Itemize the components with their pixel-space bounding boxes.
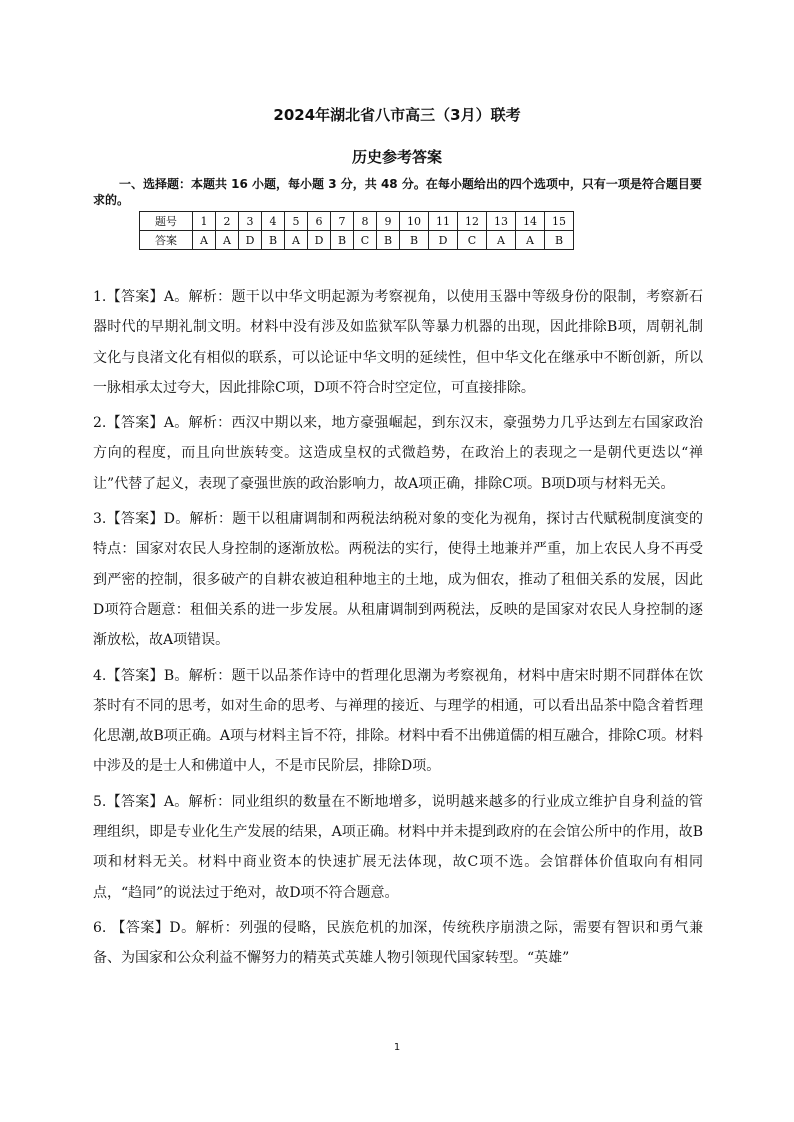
answer-cell: A xyxy=(193,231,216,250)
answer-table-number-row xyxy=(140,212,574,231)
answer-cell: B xyxy=(262,231,285,250)
question-number-cell: 9 xyxy=(377,212,400,231)
question-number-cell: 4 xyxy=(262,212,285,231)
answer-cell: B xyxy=(545,231,574,250)
question-number-cell: 8 xyxy=(354,212,377,231)
answer-cell: C xyxy=(458,231,487,250)
question-number-cell: 5 xyxy=(285,212,308,231)
question-number-cell: 3 xyxy=(239,212,262,231)
question-number-cell: 11 xyxy=(429,212,458,231)
explanation-paragraph: 2.【答案】A。解析：西汉中期以来，地方豪强崛起，到东汉末，豪强势力几乎达到左右国家政治方向的程度，而且向世族转变。这造成皇权的式微趋势，在政治上的表现之一是朝代更迭以“禅让”代替了起义，表现了豪强世族的政治影响力，故A项正确，排除C项。B项D项与材料无关。 xyxy=(93,415,703,492)
explanations-list xyxy=(93,282,703,979)
section-heading: 一、选择题：本题共 16 小题，每小题 3 分，共 48 分。在每小题给出的四个选项中，只有一项是符合题目要求的。 xyxy=(93,177,702,207)
row-label-answer: 答案 xyxy=(140,231,193,250)
answer-cell: A xyxy=(516,231,545,250)
answer-cell: B xyxy=(377,231,400,250)
explanation-paragraph: 3.【答案】D。解析：题干以租庸调制和两税法纳税对象的变化为视角，探讨古代赋税制度演变的特点：国家对农民人身控制的逐渐放松。两税法的实行，使得土地兼并严重，加上农民人身不再受到严密的控制，很多破产的自耕农被迫租种地主的土地，成为佃农，推动了租佃关系的发展，因此D项符合题意：租佃关系的进一步发展。从租庸调制到两税法，反映的是国家对农民人身控制的逐渐放松，故A项错误。 xyxy=(93,511,703,649)
row-label-number: 题号 xyxy=(140,212,193,231)
document-subtitle: 历史参考答案 xyxy=(351,148,442,166)
explanation-paragraph: 4.【答案】B。解析：题干以品茶作诗中的哲理化思潮为考察视角，材料中唐宋时期不同群体在饮茶时有不同的思考，如对生命的思考、与禅理的接近、与理学的相通，可以看出品茶中隐含着哲理化思潮,故B项正确。A项与材料主旨不符，排除。材料中看不出佛道儒的相互融合，排除C项。材料中涉及的是士人和佛道中人，不是市民阶层，排除D项。 xyxy=(93,667,703,775)
answer-cell: D xyxy=(239,231,262,250)
answer-cell: A xyxy=(487,231,516,250)
answer-cell: A xyxy=(285,231,308,250)
question-number-cell: 2 xyxy=(216,212,239,231)
question-number-cell: 15 xyxy=(545,212,574,231)
question-number-cell: 14 xyxy=(516,212,545,231)
question-number-cell: 7 xyxy=(331,212,354,231)
answer-table-answer-row xyxy=(140,231,574,250)
question-number-cell: 10 xyxy=(400,212,429,231)
answer-cell: B xyxy=(331,231,354,250)
document-title: 2024年湖北省八市高三（3月）联考 xyxy=(273,106,521,124)
explanation-paragraph: 1.【答案】A。解析：题干以中华文明起源为考察视角，以使用玉器中等级身份的限制，考察新石器时代的早期礼制文明。材料中没有涉及如监狱军队等暴力机器的出现，因此排除B项，周朝礼制文化与良渚文化有相似的联系，可以论证中华文明的延续性，但中华文化在继承中不断创新，所以一脉相承太过夸大，因此排除C项，D项不符合时空定位，可直接排除。 xyxy=(93,289,703,396)
page-number: 1 xyxy=(393,1042,401,1053)
question-number-cell: 1 xyxy=(193,212,216,231)
answer-cell: D xyxy=(429,231,458,250)
explanation-paragraph: 6. 【答案】D。解析：列强的侵略，民族危机的加深，传统秩序崩溃之际，需要有智识和勇气兼备、为国家和公众利益不懈努力的精英式英雄人物引领现代国家转型。“英雄” xyxy=(93,919,703,967)
answer-cell: A xyxy=(216,231,239,250)
explanation-paragraph: 5.【答案】A。解析：同业组织的数量在不断地增多，说明越来越多的行业成立维护自身利益的管理组织，即是专业化生产发展的结果，A项正确。材料中并未提到政府的在会馆公所中的作用，故B项和材料无关。材料中商业资本的快速扩展无法体现，故C项不选。会馆群体价值取向有相同点，“趋同”的说法过于绝对，故D项不符合题意。 xyxy=(93,793,703,901)
answer-cell: C xyxy=(354,231,377,250)
question-number-cell: 12 xyxy=(458,212,487,231)
answer-cell: D xyxy=(308,231,331,250)
answer-table xyxy=(139,211,574,250)
question-number-cell: 13 xyxy=(487,212,516,231)
question-number-cell: 6 xyxy=(308,212,331,231)
answer-cell: B xyxy=(400,231,429,250)
